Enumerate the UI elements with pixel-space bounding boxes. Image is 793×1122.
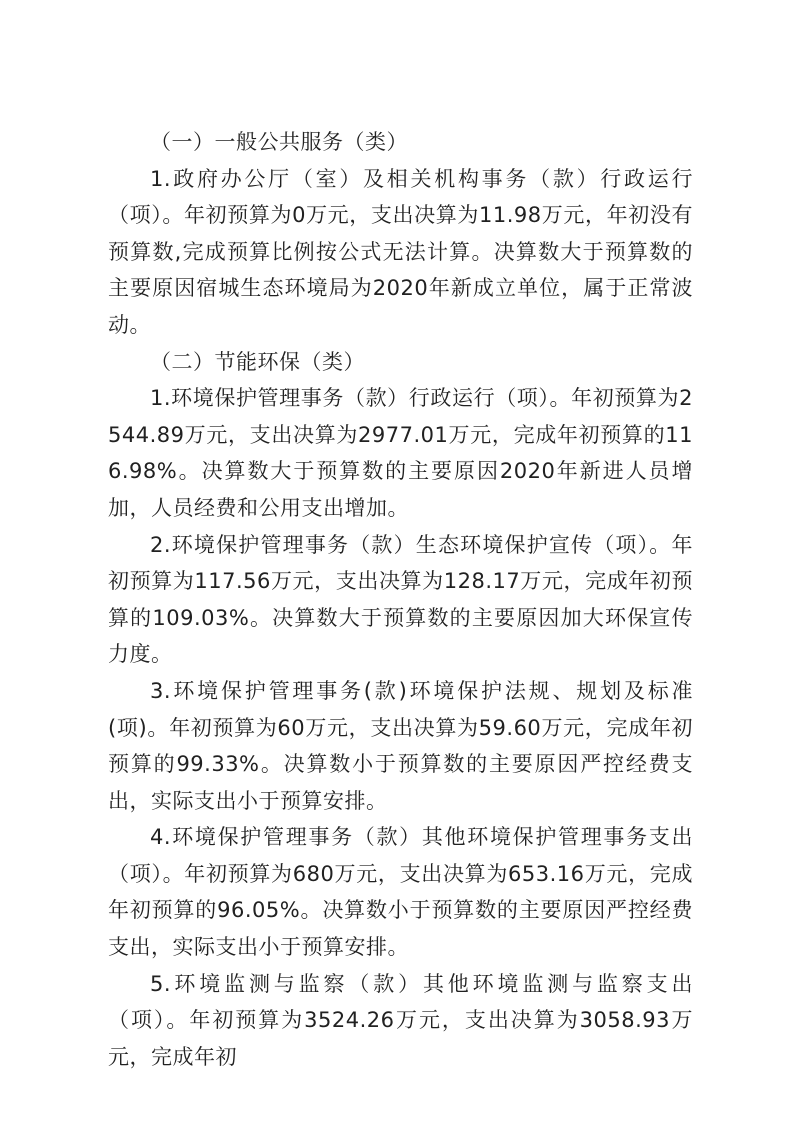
section-heading: （一）一般公共服务（类） <box>150 130 408 154</box>
section-heading: （二）节能环保（类） <box>150 349 365 374</box>
paragraph: 5.环境监测与监察（款）其他环境监测与监察支出（项）。年初预算为3524.26万元，支出决算为3058.93万元，完成年初 <box>108 971 693 1069</box>
paragraph: 1.政府办公厅（室）及相关机构事务（款）行政运行（项）。年初预算为0万元，支出决算为11.98万元，年初没有预算数,完成预算比例按公式无法计算。决算数大于预算数的主要原因宿城生态环境局为2020年新成立单位，属于正常波动。 <box>108 166 693 337</box>
paragraph: 4.环境保护管理事务（款）其他环境保护管理事务支出（项）。年初预算为680万元，支出决算为653.16万元，完成年初预算的96.05%。决算数小于预算数的主要原因严控经费支出，实际支出小于预算安排。 <box>108 825 693 960</box>
paragraph: 3.环境保护管理事务(款)环境保护法规、规划及标准(项)。年初预算为60万元，支出决算为59.60万元，完成年初预算的99.33%。决算数小于预算数的主要原因严控经费支出，实际支出小于预算安排。 <box>108 678 693 813</box>
paragraph: 2.环境保护管理事务（款）生态环境保护宣传（项）。年初预算为117.56万元，支出决算为128.17万元，完成年初预算的109.03%。决算数大于预算数的主要原因加大环保宣传力度。 <box>108 532 693 667</box>
paragraph: 1.环境保护管理事务（款）行政运行（项）。年初预算为2544.89万元，支出决算为2977.01万元，完成年初预算的116.98%。决算数大于预算数的主要原因2020年新进人员增加，人员经费和公用支出增加。 <box>108 386 693 520</box>
